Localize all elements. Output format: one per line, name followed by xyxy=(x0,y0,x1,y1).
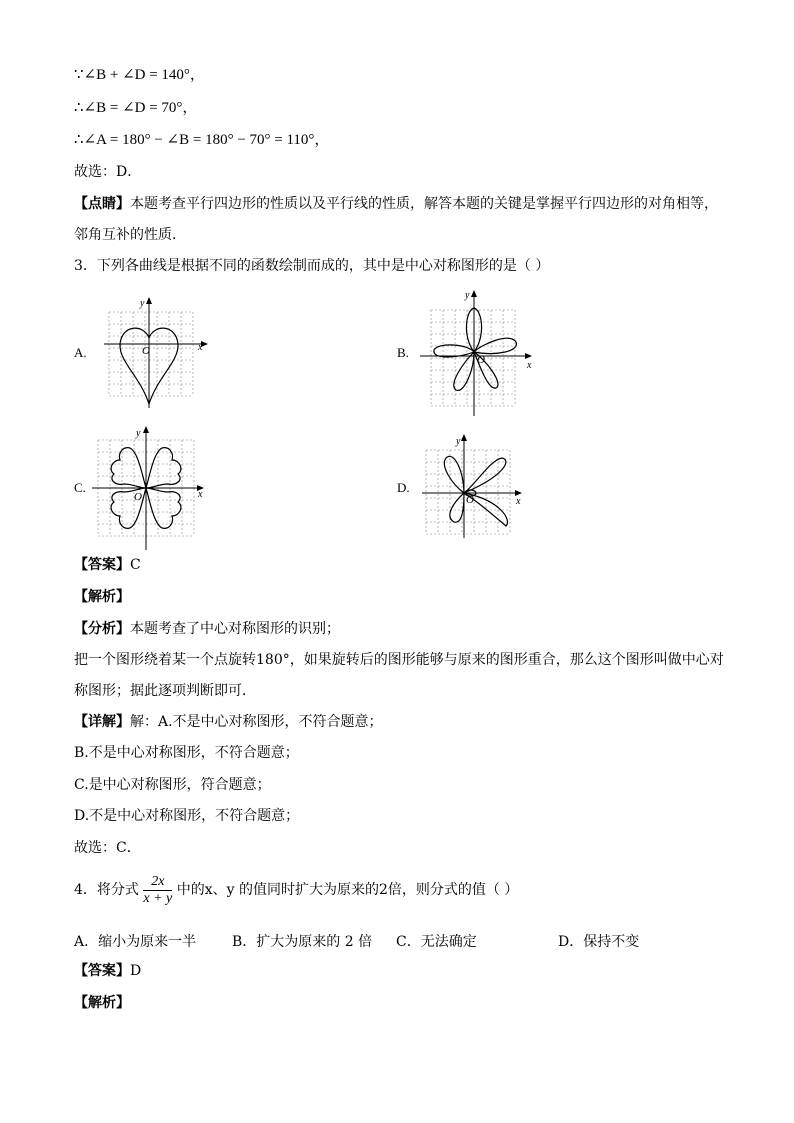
figure-b-origin: O xyxy=(477,354,485,366)
q4-analysis-tag: 【解析】 xyxy=(74,995,130,1011)
q4-answer-line xyxy=(74,962,141,980)
figure-d-label: D. xyxy=(397,480,410,495)
solution-choose: 故选：D． xyxy=(74,164,142,180)
q3-answer: C xyxy=(130,557,141,573)
figure-d-x-label: x xyxy=(516,496,521,507)
solution-line-3: ∴∠A = 180° − ∠B = 180° − 70° = 110°， xyxy=(74,132,330,148)
figure-b-label: B. xyxy=(397,345,409,360)
q3-def-line-2: 称图形；据此逐项判断即可． xyxy=(74,683,256,699)
figure-d-y-label: y xyxy=(456,436,461,447)
comment-tag: 【点睛】 xyxy=(74,196,130,212)
figure-b-petals xyxy=(414,286,538,418)
q3-choose: 故选：C． xyxy=(74,840,141,856)
q3-fenxi-tag: 【分析】 xyxy=(74,621,130,637)
figure-b-x-label: x xyxy=(527,360,532,371)
figure-a-x-label: x xyxy=(198,342,203,353)
figure-a-y-label: y xyxy=(140,298,145,309)
figure-d-rose xyxy=(414,430,538,540)
figure-d-origin: O xyxy=(466,494,474,506)
figure-a-origin: O xyxy=(142,345,150,357)
solution-line-2: ∴∠B = ∠D = 70°， xyxy=(74,100,198,116)
q4-stem xyxy=(74,872,518,908)
q4-option-a: A．缩小为原来一半 xyxy=(74,934,197,950)
figure-c-x-label: x xyxy=(198,489,203,500)
q3-stem: 3．下列各曲线是根据不同的函数绘制而成的，其中是中心对称图形的是（ ） xyxy=(74,258,550,274)
q4-fraction-denominator: x + y xyxy=(143,890,173,906)
figure-c-four-leaf xyxy=(90,424,214,552)
figure-c-label: C. xyxy=(74,480,86,495)
q3-detail-b: B.不是中心对称图形，不符合题意； xyxy=(74,745,299,761)
q4-stem-pre: 4．将分式 xyxy=(74,882,139,898)
figure-a-heart xyxy=(92,294,212,408)
q4-option-b: B．扩大为原来的 2 倍 xyxy=(232,934,373,950)
q3-answer-tag: 【答案】 xyxy=(74,557,130,573)
comment-text-1: 本题考查平行四边形的性质以及平行线的性质，解答本题的关键是掌握平行四边形的对角相等， xyxy=(130,196,718,212)
q4-answer-tag: 【答案】 xyxy=(74,963,130,979)
q4-fraction xyxy=(143,874,172,907)
q3-fenxi-line xyxy=(74,620,340,638)
q3-detail-c: C.是中心对称图形，符合题意； xyxy=(74,777,271,793)
q3-detail-a: 解：A.不是中心对称图形，不符合题意； xyxy=(130,714,383,730)
q3-analysis-tag: 【解析】 xyxy=(74,589,130,605)
q3-fenxi-text: 本题考查了中心对称图形的识别； xyxy=(130,621,340,637)
q3-detail-line xyxy=(74,713,383,731)
figure-a-label: A. xyxy=(74,345,87,360)
q3-answer-line xyxy=(74,556,141,574)
comment-line-2: 邻角互补的性质． xyxy=(74,227,186,243)
q3-detail-d: D.不是中心对称图形，不符合题意； xyxy=(74,808,300,824)
figure-c-y-label: y xyxy=(136,428,141,439)
q3-def-line-1: 把一个图形绕着某一个点旋转180°，如果旋转后的图形能够与原来的图形重合，那么这个图形叫做中心对 xyxy=(74,652,724,668)
q4-answer: D xyxy=(130,963,142,979)
figure-b-y-label: y xyxy=(465,290,470,301)
q4-fraction-numerator: 2x xyxy=(143,874,172,891)
q4-stem-post: 中的x、y 的值同时扩大为原来的2倍，则分式的值（ ） xyxy=(176,882,519,898)
q3-detail-tag: 【详解】 xyxy=(74,714,130,730)
solution-line-1: ∵∠B + ∠D = 140°， xyxy=(74,67,205,83)
comment-line-1 xyxy=(74,195,718,213)
q4-option-c: C．无法确定 xyxy=(396,934,477,950)
figure-c-origin: O xyxy=(134,491,142,503)
q4-option-d: D．保持不变 xyxy=(558,934,640,950)
